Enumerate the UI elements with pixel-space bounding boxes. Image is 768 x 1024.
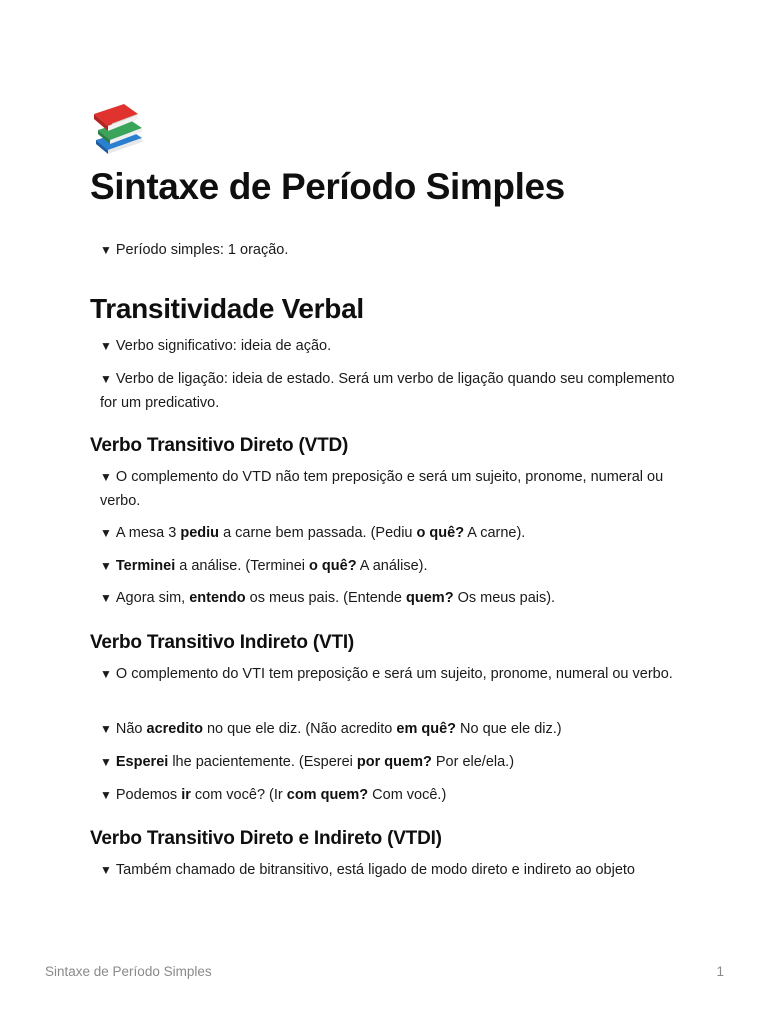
- subsection-heading: Verbo Transitivo Direto (VTD): [90, 435, 349, 456]
- list-item: ▼ A mesa 3 pediu a carne bem passada. (Pediu o quê? A carne).: [100, 522, 680, 546]
- toggle-triangle-icon[interactable]: ▼: [100, 526, 112, 540]
- section-heading: Transitividade Verbal: [90, 293, 364, 324]
- list-item: ▼ Terminei a análise. (Terminei o quê? A análise).: [100, 555, 680, 579]
- subsection-heading: Verbo Transitivo Indireto (VTI): [90, 632, 355, 653]
- list-item: ▼ Não acredito no que ele diz. (Não acredito em quê? No que ele diz.): [100, 718, 680, 742]
- list-item: ▼ Verbo de ligação: ideia de estado. Será um verbo de ligação quando seu complemento for um predicativo.: [100, 368, 680, 415]
- footer-page-number: 1: [716, 964, 724, 979]
- list-item: ▼ Esperei lhe pacientemente. (Esperei por quem? Por ele/ela.): [100, 751, 680, 775]
- toggle-triangle-icon[interactable]: ▼: [100, 559, 112, 573]
- footer-doc-title: Sintaxe de Período Simples: [45, 964, 212, 979]
- list-item: ▼ O complemento do VTI tem preposição e será um sujeito, pronome, numeral ou verbo.: [100, 663, 680, 687]
- toggle-triangle-icon[interactable]: ▼: [100, 243, 112, 257]
- toggle-triangle-icon[interactable]: ▼: [100, 755, 112, 769]
- subsection-heading: Verbo Transitivo Direto e Indireto (VTDI): [90, 828, 442, 849]
- list-item: ▼ Verbo significativo: ideia de ação.: [100, 335, 680, 359]
- toggle-triangle-icon[interactable]: ▼: [100, 863, 112, 877]
- toggle-triangle-icon[interactable]: ▼: [100, 470, 112, 484]
- books-icon: [90, 100, 148, 156]
- toggle-triangle-icon[interactable]: ▼: [100, 722, 112, 736]
- list-item: ▼ Podemos ir com você? (Ir com quem? Com você.): [100, 784, 680, 808]
- list-item: ▼ Também chamado de bitransitivo, está ligado de modo direto e indireto ao objeto: [100, 859, 680, 883]
- list-item: ▼ O complemento do VTD não tem preposição e será um sujeito, pronome, numeral ou verbo.: [100, 466, 680, 513]
- list-item: ▼ Agora sim, entendo os meus pais. (Entende quem? Os meus pais).: [100, 587, 680, 611]
- page-title: Sintaxe de Período Simples: [90, 166, 565, 207]
- toggle-triangle-icon[interactable]: ▼: [100, 591, 112, 605]
- toggle-triangle-icon[interactable]: ▼: [100, 339, 112, 353]
- list-item: ▼ Período simples: 1 oração.: [100, 239, 680, 263]
- toggle-triangle-icon[interactable]: ▼: [100, 372, 112, 386]
- toggle-triangle-icon[interactable]: ▼: [100, 667, 112, 681]
- toggle-triangle-icon[interactable]: ▼: [100, 788, 112, 802]
